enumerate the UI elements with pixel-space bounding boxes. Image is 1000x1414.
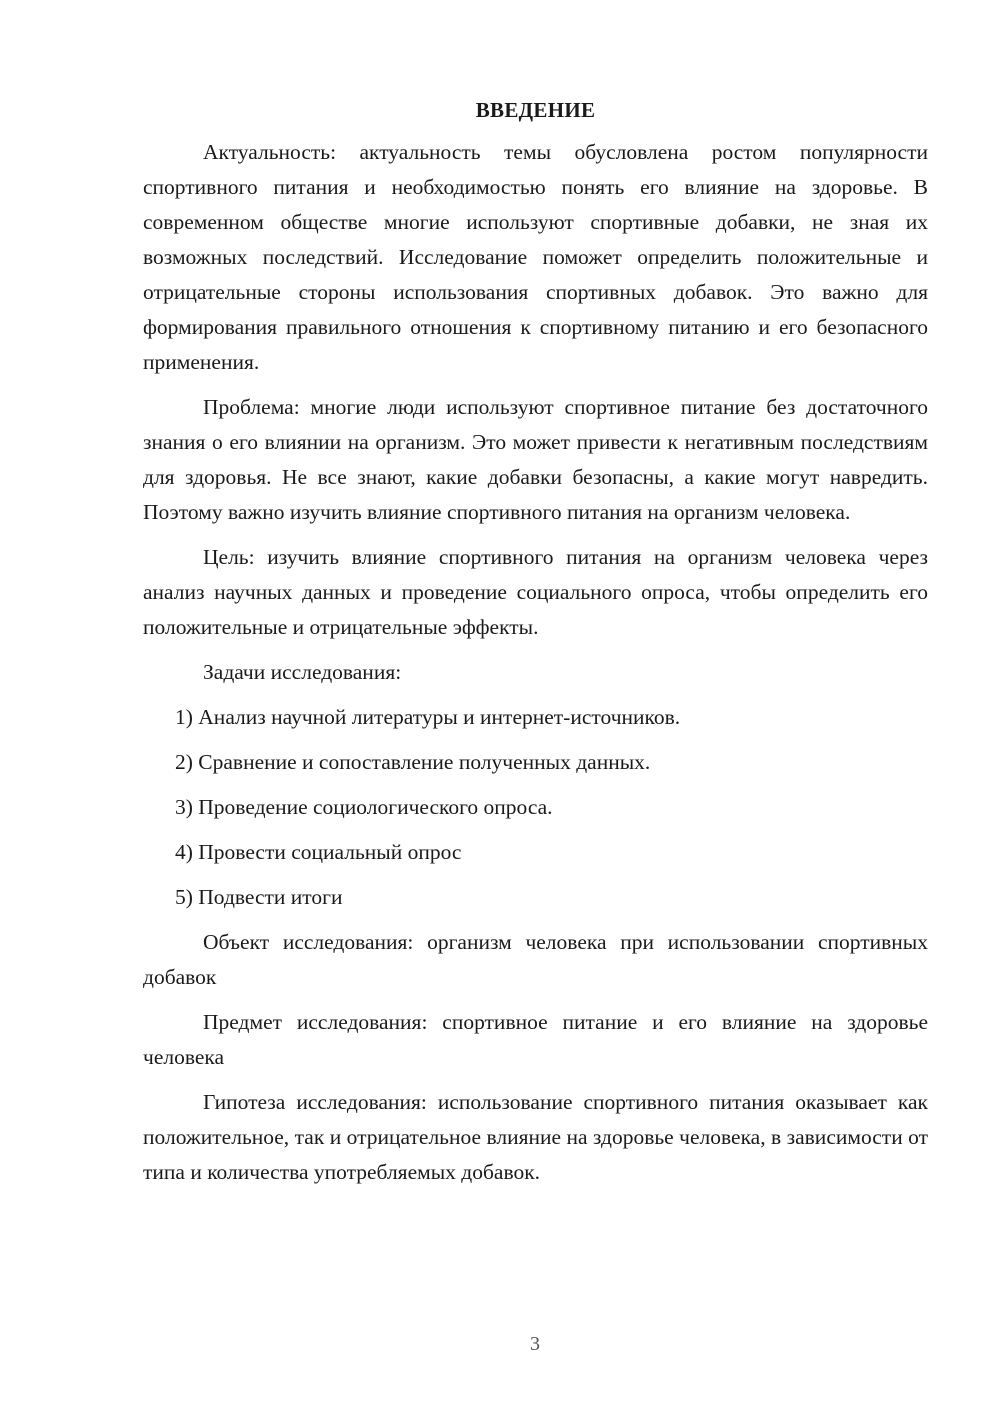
list-item: 2) Сравнение и сопоставление полученных данных. <box>175 750 651 774</box>
object-paragraph: Объект исследования: организм человека при использовании спортивных добавок <box>143 930 928 989</box>
section-heading: ВВЕДЕНИЕ <box>475 98 596 122</box>
tasks-list <box>143 700 928 915</box>
page-number: 3 <box>530 1333 540 1355</box>
list-item: 5) Подвести итоги <box>175 885 343 909</box>
subject-paragraph: Предмет исследования: спортивное питание и его влияние на здоровье человека <box>143 1010 928 1069</box>
list-item: 3) Проведение социологического опроса. <box>175 795 553 819</box>
list-item: 1) Анализ научной литературы и интернет-источников. <box>175 705 681 729</box>
hypothesis-paragraph: Гипотеза исследования: использование спортивного питания оказывает как положительное, так и отрицательное влияние на здоровье человека, в зависимости от типа и количества употребляемых добавок. <box>143 1090 928 1184</box>
document-page <box>143 95 928 1200</box>
goal-paragraph: Цель: изучить влияние спортивного питания на организм человека через анализ научных данных и проведение социального опроса, чтобы определить его положительные и отрицательные эффекты. <box>143 545 928 639</box>
list-item: 4) Провести социальный опрос <box>175 840 462 864</box>
relevance-paragraph: Актуальность: актуальность темы обусловлена ростом популярности спортивного питания и необходимостью понять его влияние на здоровье. В современном обществе многие используют спортивные добавки, не зная их возможных последствий. Исследование поможет определить положительные и отрицательные стороны использования спортивных добавок. Это важно для формирования правильного отношения к спортивному питанию и его безопасного применения. <box>143 140 928 374</box>
tasks-title: Задачи исследования: <box>203 660 402 684</box>
problem-paragraph: Проблема: многие люди используют спортивное питание без достаточного знания о его влиянии на организм. Это может привести к негативным последствиям для здоровья. Не все знают, какие добавки безопасны, а какие могут навредить. Поэтому важно изучить влияние спортивного питания на организм человека. <box>143 395 928 524</box>
